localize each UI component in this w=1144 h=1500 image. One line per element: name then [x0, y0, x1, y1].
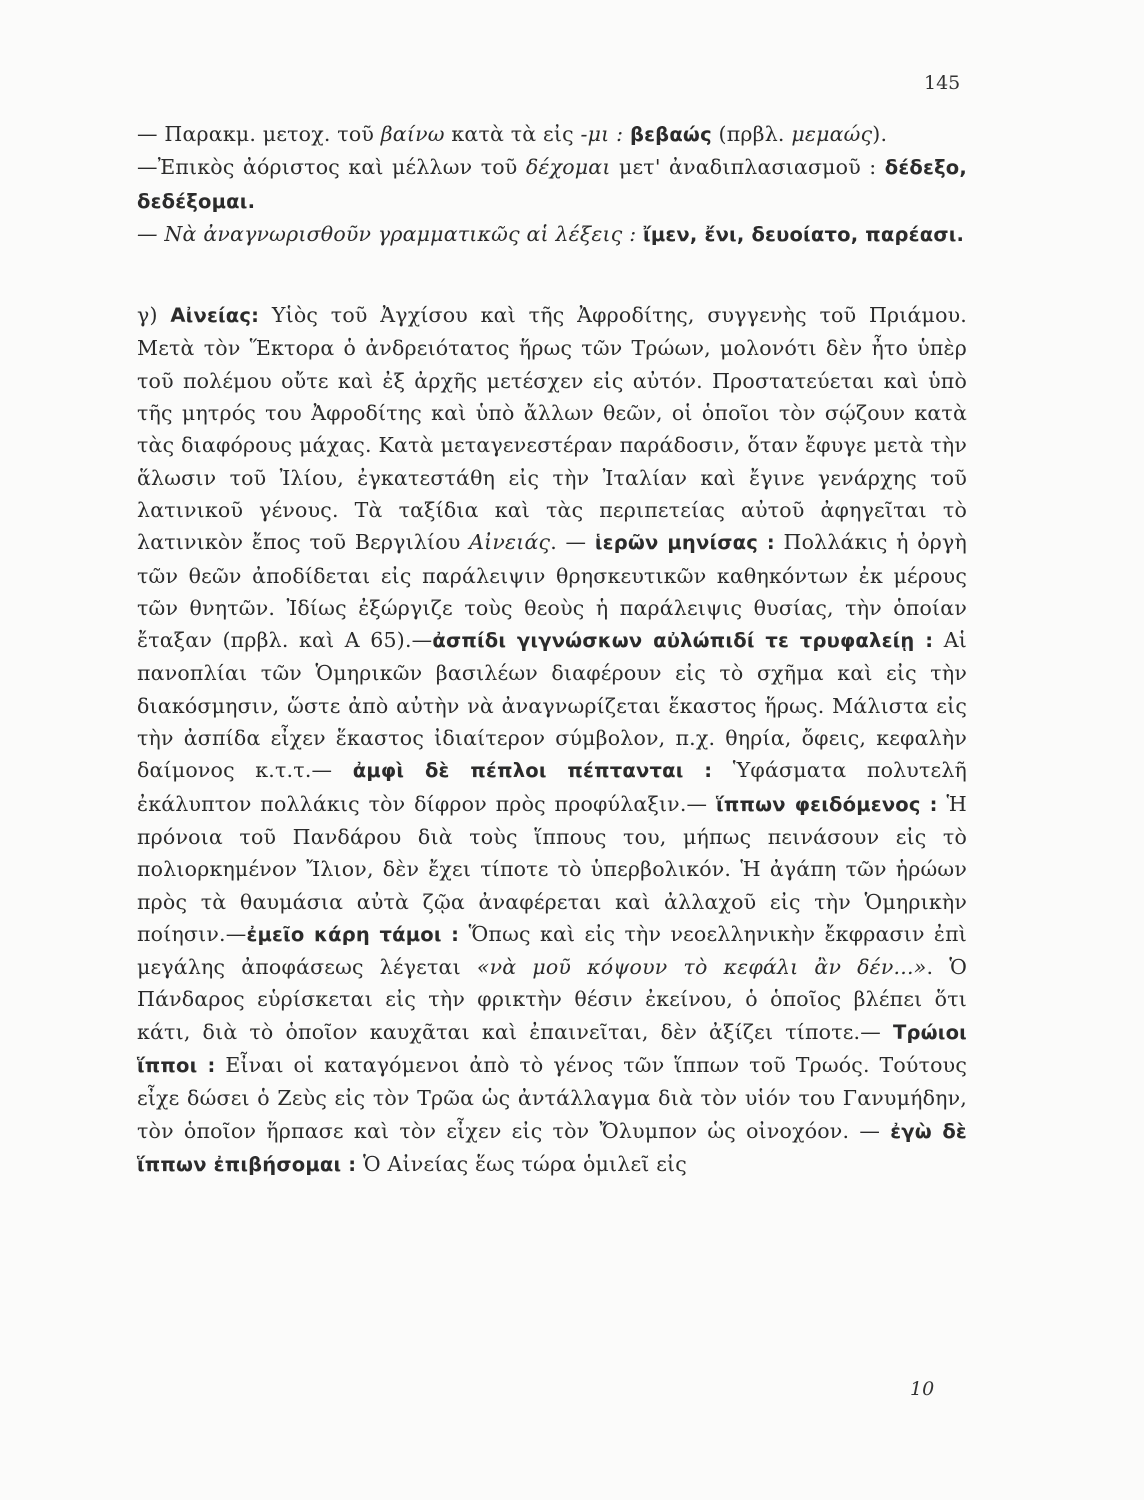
bold-term: ἐμεῖο κάρη τάμοι :	[246, 922, 460, 946]
text-run: — Παρακμ. μετοχ. τοῦ	[137, 122, 381, 146]
text-run: . Ὁ Πάνδαρος εὑρίσκεται εἰς τὴν φρικτὴν θέσιν ἐκείνου, ὁ ὁποῖος βλέπει ὅτι κάτι, διὰ τὸ ὁποῖον καυχᾶται καὶ ἐπαινεῖται, δὲν ἀξίζει τίποτε.—	[137, 955, 968, 1044]
text-run: . —	[550, 530, 595, 555]
signature-mark: 10	[910, 1378, 935, 1400]
text-run: —Ἐπικὸς ἀόριστος καὶ μέλλων τοῦ	[137, 155, 526, 180]
text-run: Ἡ πρόνοια τοῦ Πανδάρου διὰ τοὺς ἵππους του, μήπως πεινάσουν εἰς τὸ πολιορκημένον Ἴλιον, δὲν ἔχει τίποτε τὸ ὑπερβολικόν. Ἡ ἀγάπη τῶν ἡρώων πρὸς τὰ θαυμάσια αὐτὰ ζῷα ἀναφέρεται καὶ ἀλλαχοῦ εἰς τὴν Ὁμηρικὴν ποίησιν.—	[137, 791, 967, 946]
text-run: Ὅπως καὶ εἰς τὴν νεοελληνικὴν ἔκφρασιν ἐπὶ μεγάλης ἀποφάσεως λέγεται	[137, 921, 968, 980]
text-run: Πολλάκις ἡ ὀργὴ τῶν θεῶν ἀποδίδεται εἰς παράλειψιν θρησκευτικῶν καθηκόντων ἐκ μέρους τῶν θνητῶν. Ἰδίως ἐξώργιζε τοὺς θεοὺς ἡ παράλειψις θυσίας, τὴν ὁποίαν ἔταξαν (πρβλ. καὶ Α 65).—	[137, 530, 967, 653]
bold-term: βεβαώς	[629, 123, 712, 146]
text-run: Εἶναι οἱ καταγόμενοι ἀπὸ τὸ γένος τῶν ἵππων τοῦ Τρωός. Τούτους εἶχε δώσει ὁ Ζεὺς εἰς τὸν Τρῶα ὡς ἀντάλλαγμα διὰ τὸν υἱόν του Γανυμήδην, τὸν ὁποῖον ἥρπασε καὶ τὸν εἶχεν εἰς τὸν Ὄλυμπον ὡς οἰνοχόον. —	[137, 1053, 967, 1143]
italic-term: δέχομαι	[525, 155, 611, 180]
italic-term: μεμαώς	[791, 122, 873, 146]
text-run: (πρβλ.	[711, 122, 792, 146]
bold-term: ἵππων φειδόμενος :	[716, 792, 938, 816]
italic-term: -μι :	[580, 122, 624, 146]
text-run: Αἱ πανοπλίαι τῶν Ὁμηρικῶν βασιλέων διαφέρουν εἰς τὸ σχῆμα καὶ εἰς τὴν διακόσμησιν, ὥστε ἀπὸ αὐτὴν νὰ ἀναγνωρίζεται ἕκαστος ἥρως. Μάλιστα εἰς τὴν ἀσπίδα εἶχεν ἕκαστος ἰδιαίτερον σύμβολον, π.χ. θηρία, ὄφεις, κεφαλὴν δαίμονος κ.τ.τ.—	[137, 628, 967, 783]
commentary-text	[137, 118, 967, 1181]
text-run: Ὑφάσματα πολυτελῆ ἐκάλυπτον πολλάκις τὸν δίφρον πρὸς προφύλαξιν.—	[137, 758, 968, 816]
text-run: Ὁ Αἰνείας ἕως τώρα ὁμιλεῖ εἰς	[356, 1151, 687, 1176]
bold-term: ἐγὼ δὲ ἵππων ἐπιβήσομαι :	[137, 1119, 967, 1176]
bold-term: Τρώιοι ἵπποι :	[137, 1020, 967, 1078]
page-number: 145	[924, 72, 961, 94]
paragraph-3	[137, 218, 967, 251]
paragraph-2	[137, 151, 967, 218]
italic-term: Αἰνειάς	[469, 530, 551, 555]
text-run: γ)	[137, 303, 171, 328]
bold-term: ἴμεν, ἔνι, δευοίατο, παρέασι.	[643, 222, 965, 246]
text-run: μετ' ἀναδιπλασιασμοῦ :	[610, 155, 885, 180]
italic-term: «νὰ μοῦ κόψουν τὸ κεφάλι ἂν δέν...»	[476, 955, 927, 980]
text-run: Υἱὸς τοῦ Ἀγχίσου καὶ τῆς Ἀφροδίτης, συγγενὴς τοῦ Πριάμου. Μετὰ τὸν Ἕκτορα ὁ ἀνδρειότατος ἥρως τῶν Τρώων, μολονότι δὲν ἦτο ὑπὲρ τοῦ πολέμου οὔτε καὶ ἐξ ἀρχῆς μετέσχεν εἰς αὐτόν. Προστατεύεται καὶ ὑπὸ τῆς μητρός του Ἀφροδίτης καὶ ὑπὸ ἄλλων θεῶν, οἱ ὁποῖοι τὸν σῴζουν κατὰ τὰς διαφόρους μάχας. Κατὰ μεταγενεστέραν παράδοσιν, ὅταν ἔφυγε μετὰ τὴν ἅλωσιν τοῦ Ἰλίου, ἐγκατεστάθη εἰς τὴν Ἰταλίαν καὶ ἔγινε γενάρχης τοῦ λατινικοῦ γένους. Τὰ ταξίδια καὶ τὰς περιπετείας αὐτοῦ ἀφηγεῖται τὸ λατινικὸν ἔπος τοῦ Βεργιλίου	[137, 303, 967, 555]
bold-term: ἀμφὶ δὲ πέπλοι πέπτανται :	[352, 759, 713, 783]
bold-term: ἱερῶν μηνίσας :	[594, 531, 775, 555]
text-run: ).	[872, 122, 888, 146]
paragraph-1	[137, 118, 967, 151]
paragraph-aineias	[137, 299, 967, 1181]
bold-term: Αἰνείας:	[170, 304, 260, 328]
italic-term: — Νὰ ἀναγνωρισθοῦν γραμματικῶς αἱ λέξεις :	[137, 221, 637, 246]
bold-term: ἀσπίδι γιγνώσκων αὐλώπιδί τε τρυφαλείῃ :	[432, 629, 934, 653]
italic-term: βαίνω	[380, 122, 445, 146]
bold-term: δέδεξο, δεδέξομαι.	[137, 156, 967, 213]
text-run: κατὰ τὰ εἰς	[444, 122, 581, 146]
